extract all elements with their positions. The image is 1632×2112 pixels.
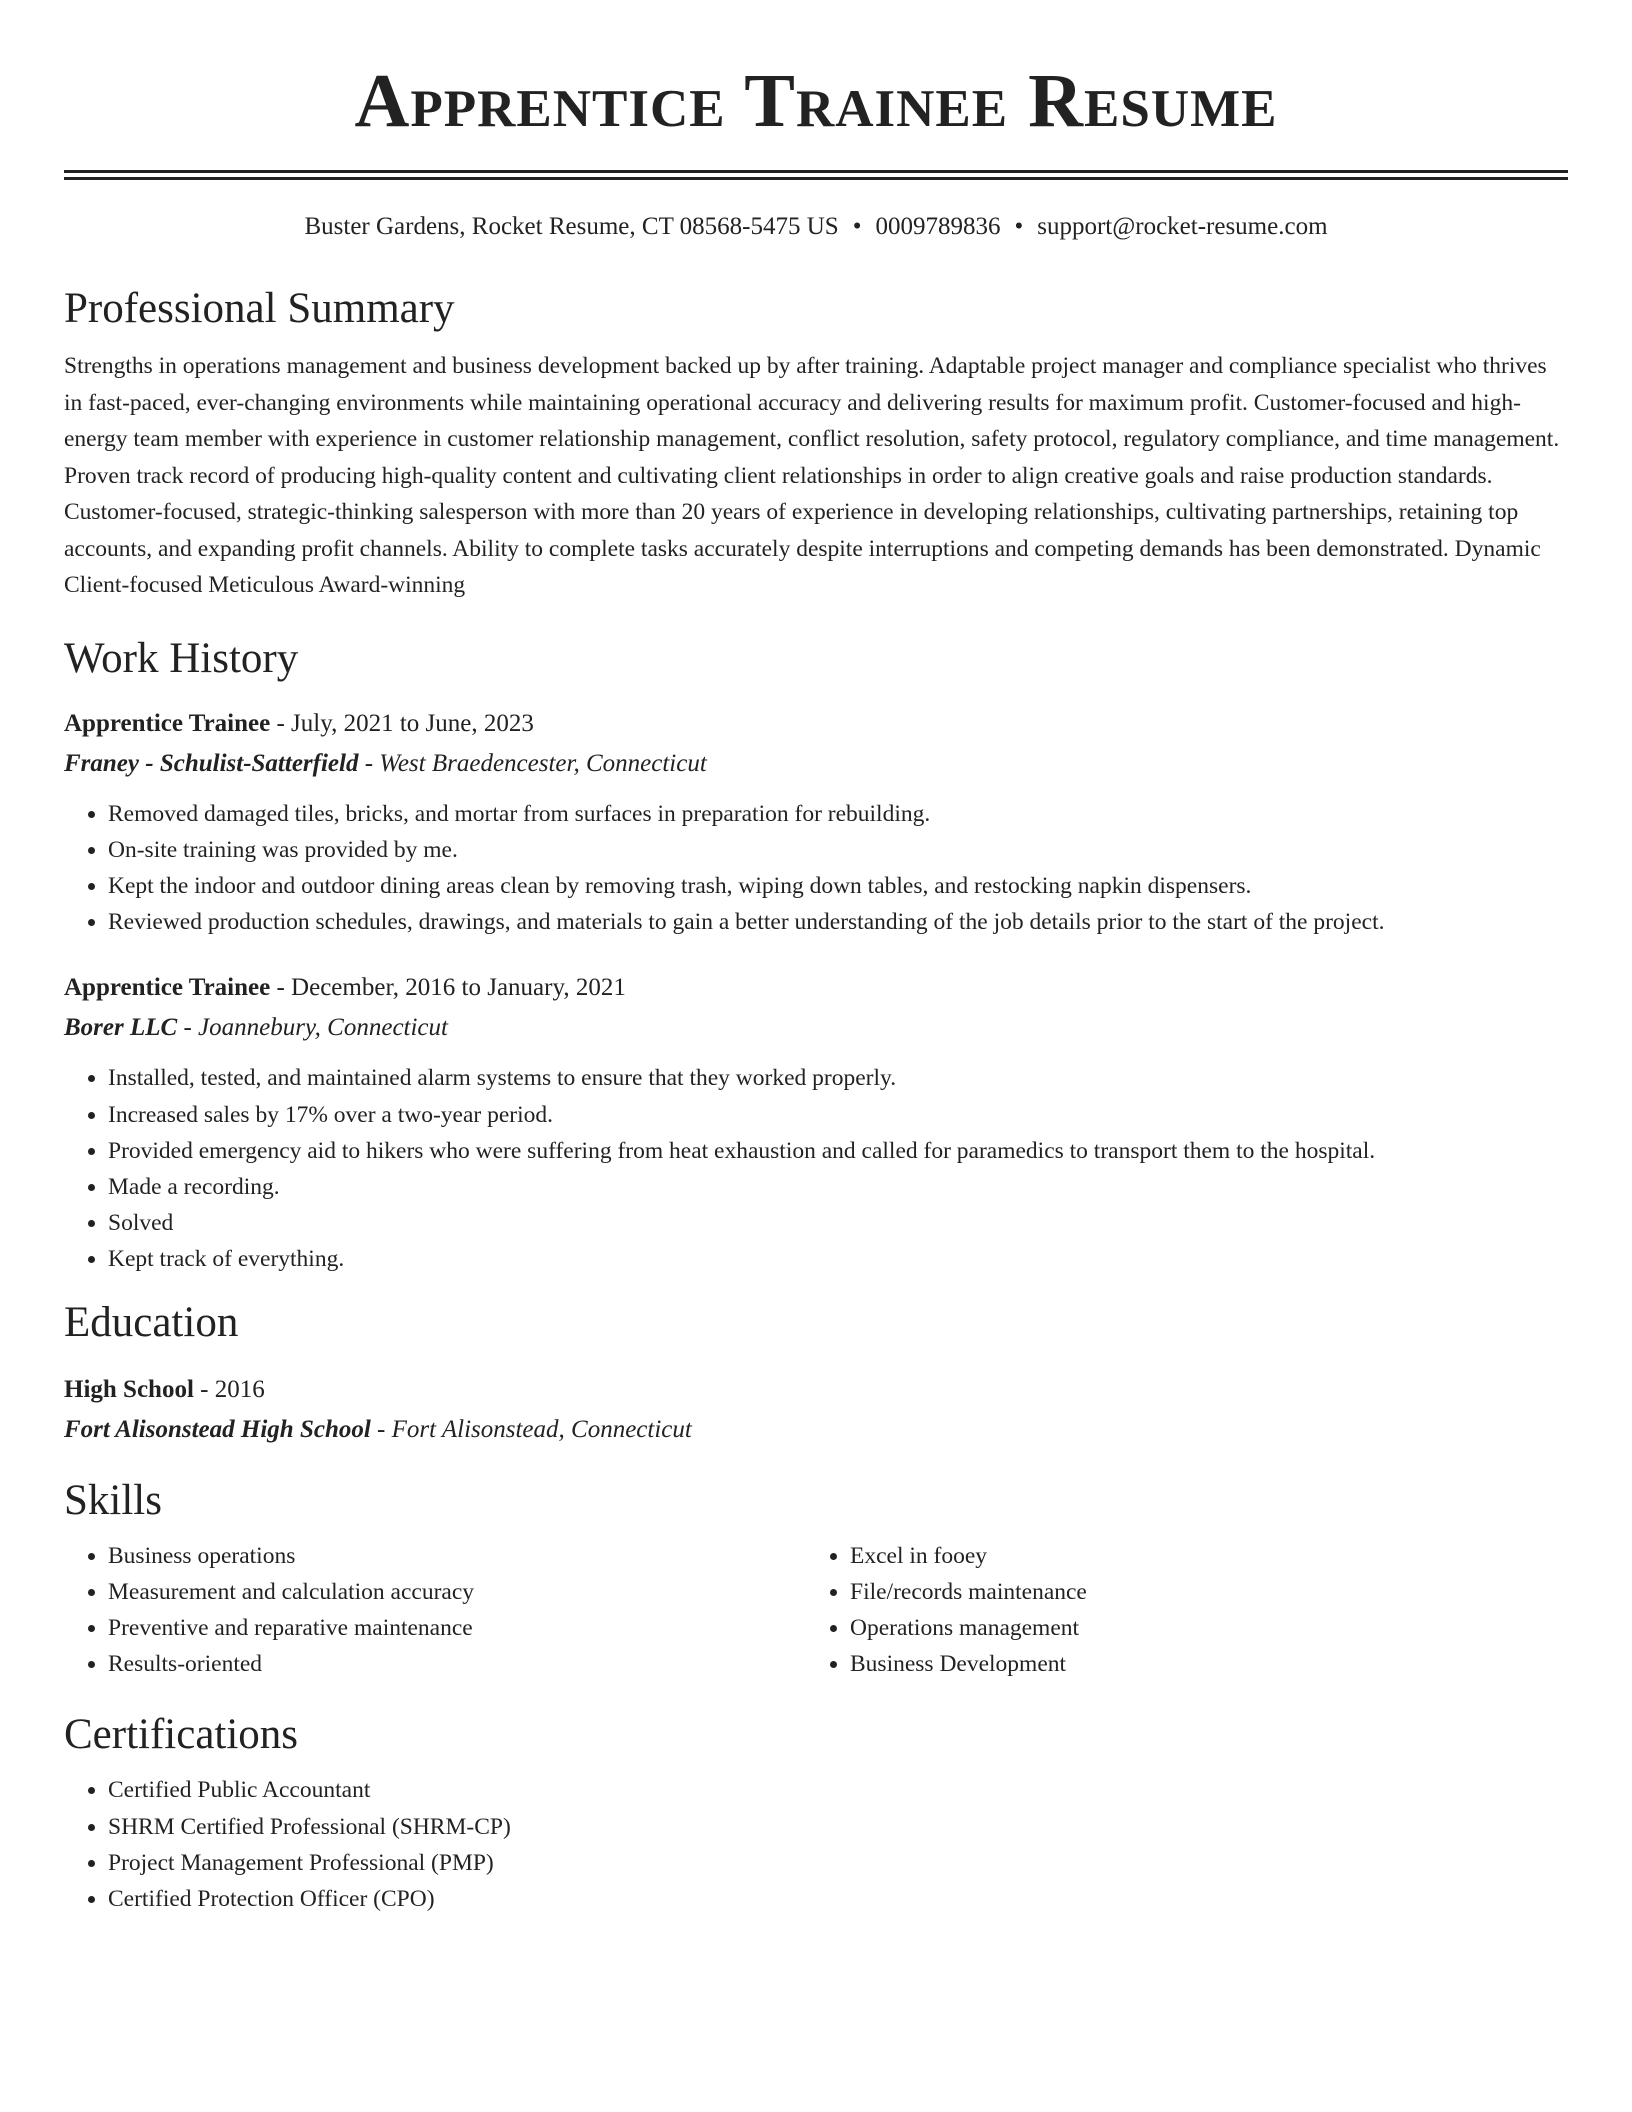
summary-text: Strengths in operations management and business development backed up by after training. Adaptable project manager and compliance specialist who thrives in fast-paced, ever-changing environments while maintaining operational accuracy and delivering results for maximum profit. Customer-focused and high-energy team member with experience in customer relationship management, conflict resolution, safety protocol, regulatory compliance, and time management. Proven track record of producing high-quality content and cultivating client relationships in order to align creative goals and raise production standards. Customer-focused, strategic-thinking salesperson with more than 20 years of experience in developing relationships, cultivating partnerships, retaining top accounts, and expanding profit channels. Ability to complete tasks accurately despite interruptions and competing demands has been demonstrated. Dynamic Client-focused Meticulous Award-winning (64, 353, 1560, 598)
skill-item: • Operations management (850, 1610, 1548, 1646)
certifications-heading: Certifications (64, 1711, 299, 1759)
job-location: - Joannebury, Connecticut (177, 1014, 448, 1042)
school-line (64, 1410, 1568, 1450)
job-duties-list (64, 796, 1568, 941)
certification-item: • SHRM Certified Professional (SHRM-CP) (108, 1809, 1568, 1845)
job-duty: • Installed, tested, and maintained alarm systems to ensure that they worked properly. (108, 1060, 1568, 1096)
job-duty: • On-site training was provided by me. (108, 832, 1568, 868)
job-duty: • Removed damaged tiles, bricks, and mortar from surfaces in preparation for rebuilding. (108, 796, 1568, 832)
skills-list (806, 1538, 1548, 1683)
job-company: Borer LLC (64, 1014, 178, 1042)
contact-address: Buster Gardens, Rocket Resume, CT 08568-5475 US (304, 213, 839, 240)
certifications-list (64, 1772, 1568, 1917)
skills-column-left (64, 1538, 806, 1683)
skill-item: • Measurement and calculation accuracy (108, 1574, 806, 1610)
job-duty: • Kept the indoor and outdoor dining areas clean by removing trash, wiping down tables, and restocking napkin dispensers. (108, 868, 1568, 904)
certification-item: • Project Management Professional (PMP) (108, 1845, 1568, 1881)
summary-heading: Professional Summary (64, 285, 455, 332)
skill-item: • Results-oriented (108, 1646, 806, 1682)
job-title: Apprentice Trainee (64, 709, 271, 737)
job-duty: • Kept track of everything. (108, 1241, 1568, 1277)
contact-email: support@rocket-resume.com (1037, 213, 1328, 240)
contact-phone: 0009789836 (875, 213, 1001, 240)
contact-info (64, 210, 1568, 244)
job-duty: • Increased sales by 17% over a two-year period. (108, 1097, 1568, 1133)
job-title: Apprentice Trainee (64, 974, 271, 1002)
education-heading: Education (64, 1298, 239, 1346)
job-entry (64, 704, 1568, 941)
skill-item: • Business operations (108, 1538, 806, 1574)
job-entry (64, 968, 1568, 1277)
job-company: Franey - Schulist-Satterfield (64, 749, 359, 777)
degree-line (64, 1370, 1568, 1410)
resume-title: Apprentice Trainee Resume (354, 59, 1278, 143)
degree: High School (64, 1375, 194, 1403)
job-duty: • Provided emergency aid to hikers who were suffering from heat exhaustion and called for paramedics to transport them to the hospital. (108, 1133, 1568, 1169)
skills-heading: Skills (64, 1476, 162, 1524)
skill-item: • Business Development (850, 1646, 1548, 1682)
contact-separator: • (1014, 213, 1024, 240)
graduation-year: - 2016 (193, 1375, 265, 1403)
job-title-line (64, 968, 1568, 1008)
skill-item: • File/records maintenance (850, 1574, 1548, 1610)
skill-item: • Preventive and reparative maintenance (108, 1610, 806, 1646)
job-location: - West Braedencester, Connecticut (358, 749, 707, 777)
skills-list (64, 1538, 806, 1683)
work-history-heading: Work History (64, 634, 299, 682)
skills-grid (64, 1538, 1568, 1683)
job-duty: • Solved (108, 1205, 1568, 1241)
job-duty: • Made a recording. (108, 1169, 1568, 1205)
skill-item: • Excel in fooey (850, 1538, 1548, 1574)
education-entry (64, 1370, 1568, 1450)
certification-item: • Certified Protection Officer (CPO) (108, 1881, 1568, 1917)
job-company-line (64, 744, 1568, 784)
school-name: Fort Alisonstead High School (64, 1415, 371, 1443)
job-title-line (64, 704, 1568, 744)
job-dates: - December, 2016 to January, 2021 (270, 974, 626, 1002)
job-dates: - July, 2021 to June, 2023 (270, 709, 534, 737)
school-location: - Fort Alisonstead, Connecticut (370, 1415, 692, 1443)
skills-column-right (806, 1538, 1548, 1683)
certification-item: • Certified Public Accountant (108, 1772, 1568, 1808)
job-company-line (64, 1008, 1568, 1048)
title-divider (64, 170, 1568, 180)
job-duty: • Reviewed production schedules, drawings, and materials to gain a better understanding of the job details prior to the start of the project. (108, 904, 1568, 940)
job-duties-list (64, 1060, 1568, 1277)
contact-separator: • (852, 213, 862, 240)
